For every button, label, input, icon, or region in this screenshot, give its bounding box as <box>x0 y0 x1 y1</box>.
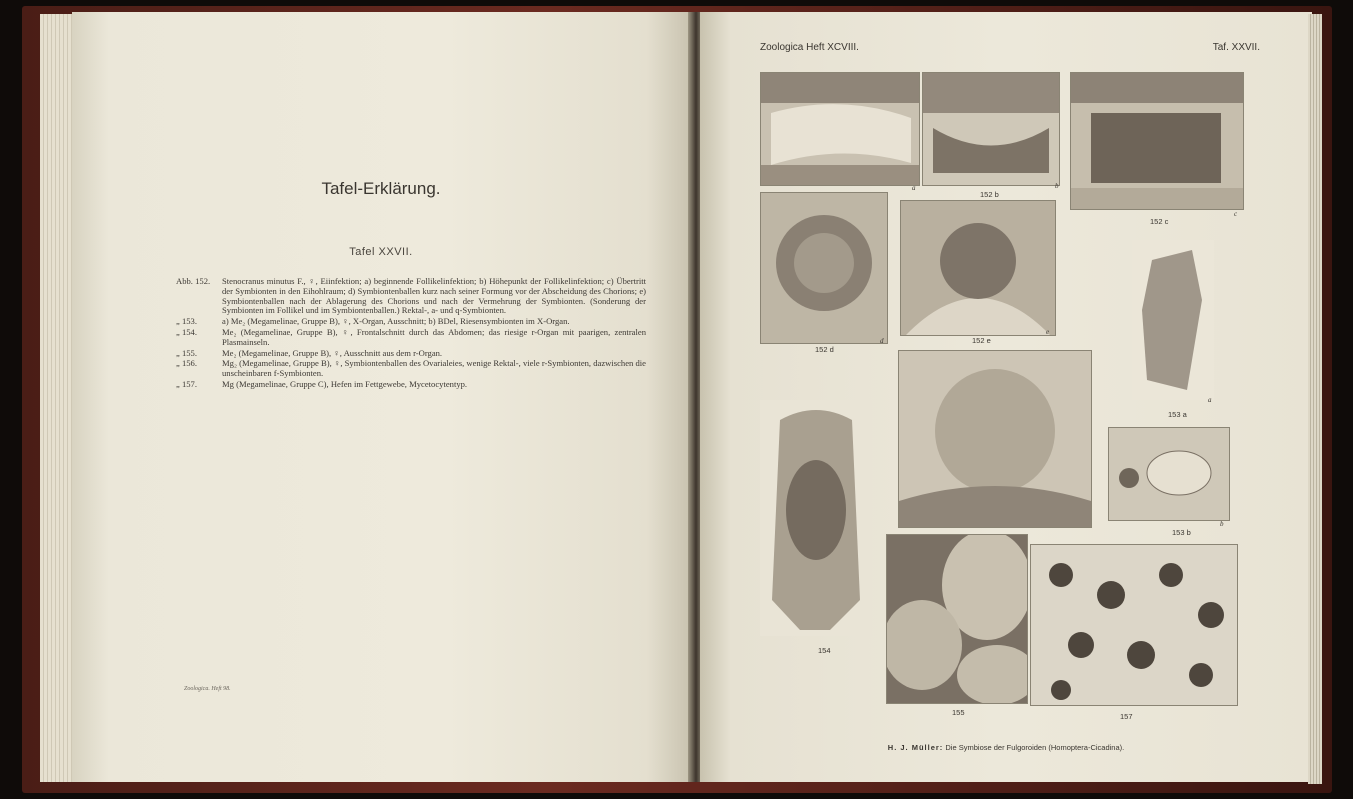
right-page <box>700 12 1312 782</box>
credit-author: H. J. Müller: <box>887 743 944 752</box>
caption-155: 155 <box>952 708 965 717</box>
figure-153a-image <box>1132 240 1214 400</box>
credit-title: Die Symbiose der Fulgoroiden (Homoptera-Cicadina). <box>945 743 1125 752</box>
legend-entry <box>176 317 646 327</box>
caption-152d: 152 d <box>815 345 834 354</box>
letter-a2: a <box>1208 396 1212 404</box>
entry-number: „ 153. <box>176 316 198 327</box>
figure-152b-image <box>922 72 1060 186</box>
running-head-left: Zoologica Heft XCVIII. <box>760 42 859 53</box>
entry-number: Abb. 152. <box>176 276 211 286</box>
figure-156-image <box>898 350 1092 528</box>
legend-entry <box>176 380 646 390</box>
figure-157-image <box>1030 544 1238 706</box>
letter-e: e <box>1046 328 1050 336</box>
caption-154: 154 <box>818 646 831 655</box>
entry-number: „ 156. <box>176 358 198 369</box>
page-edges <box>40 14 76 782</box>
figure-154-image <box>760 400 872 636</box>
legend-entry <box>176 328 646 348</box>
caption-157: 157 <box>1120 712 1133 721</box>
page-title: Tafel-Erklärung. <box>321 179 441 198</box>
plate-credit <box>700 743 1312 752</box>
page-footer: Zoologica. Heft 98. <box>184 686 231 692</box>
caption-152b: 152 b <box>980 190 999 199</box>
legend-entry <box>176 349 646 359</box>
entry-text: Stenocranus minutus F., ♀, Eiinfektion; a) beginnende Follikelinfektion; b) Höhepunkt der Follikelinfektion; c) Übertritt der Symbionten in den Eihohlraum; d) Symbiontenballen kurz nach seiner Formung vor der Abscheidung des Chorions; e) Symbiontenballen nach der Ablagerung des Chorions und nach der Vermehrung der Symbionten. (Sonderung der Symbionten im Follikel und im Symbiontenballen.) Rektal-, a- und q-Symbionten. <box>222 276 646 316</box>
legend-entry <box>176 277 646 316</box>
figure-155-image <box>886 534 1028 704</box>
letter-b: b <box>1055 182 1059 190</box>
caption-152e: 152 e <box>972 336 991 345</box>
caption-153a: 153 a <box>1168 410 1187 419</box>
entry-text: Me₂ (Megamelinae, Gruppe B), ♀, Frontalschnitt durch das Abdomen; das riesige r-Organ mit paarigen, zentralen Plasmainseln. <box>222 326 646 347</box>
figure-153b-image <box>1108 427 1230 521</box>
entry-text: Me₂ (Megamelinae, Gruppe B), ♀, Ausschnitt aus dem r-Organ. <box>222 347 443 358</box>
left-page <box>72 12 690 782</box>
running-head-right: Taf. XXVII. <box>1212 42 1260 53</box>
plate-subtitle: Tafel XXVII. <box>349 246 413 258</box>
figure-152d-image <box>760 192 888 344</box>
figure-152a-image <box>760 72 920 186</box>
figure-legend <box>176 277 646 391</box>
caption-152c: 152 c <box>1150 217 1169 226</box>
caption-153b: 153 b <box>1172 528 1191 537</box>
letter-c: c <box>1234 210 1238 218</box>
entry-text: Mg₂ (Megamelinae, Gruppe B), ♀, Symbiontenballen des Ovarialeies, wenige Rektal-, viele r-Symbionten, dazwischen die unscheinbaren f-Symbionten. <box>222 358 646 379</box>
legend-entry <box>176 359 646 379</box>
figure-152c-image <box>1070 72 1244 210</box>
entry-number: „ 155. <box>176 347 198 358</box>
letter-a: a <box>912 184 916 192</box>
right-page-edges <box>1308 14 1322 784</box>
letter-d: d <box>880 337 884 345</box>
entry-text: a) Me₂ (Megamelinae, Gruppe B), ♀, X-Organ, Ausschnitt; b) BDel, Riesensymbionten im X-Organ. <box>222 316 570 327</box>
figure-152e-image <box>900 200 1056 336</box>
entry-number: „ 154. <box>176 326 198 337</box>
letter-b2: b <box>1220 520 1224 528</box>
entry-text: Mg (Megamelinae, Gruppe C), Hefen im Fettgewebe, Mycetocytentyp. <box>222 378 468 389</box>
entry-number: „ 157. <box>176 378 198 389</box>
